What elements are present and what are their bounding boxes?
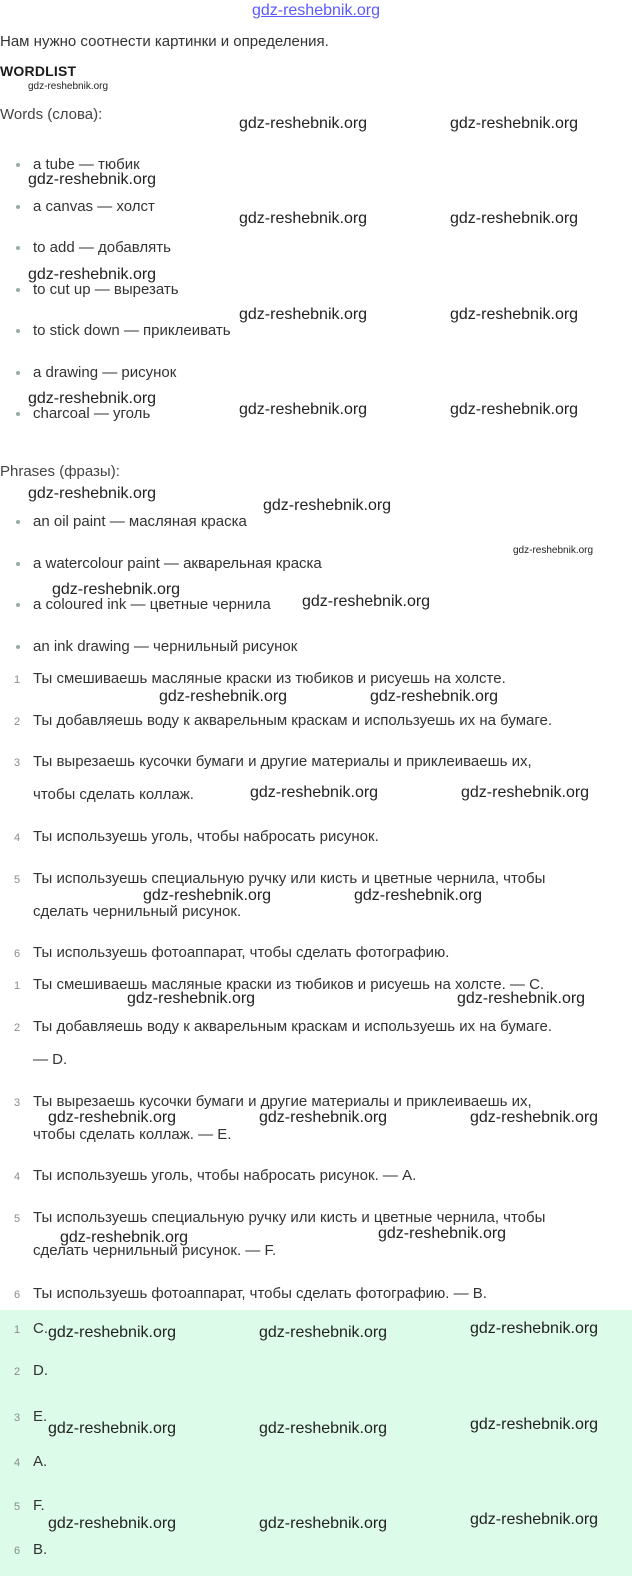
matched-text: Ты используешь фотоаппарат, чтобы сделать фотографию. — B.	[33, 1285, 487, 1302]
matched-number: 4	[14, 1171, 21, 1183]
words-label: Words (слова):	[0, 106, 103, 123]
watermark: gdz-reshebnik.org	[28, 81, 109, 92]
watermark: gdz-reshebnik.org	[461, 784, 590, 801]
watermark: gdz-reshebnik.org	[450, 210, 579, 227]
matched-number: 3	[14, 1097, 21, 1109]
answer-letter: D.	[33, 1362, 48, 1379]
site-link[interactable]: gdz-reshebnik.org	[251, 2, 381, 19]
watermark: gdz-reshebnik.org	[259, 1515, 388, 1532]
bullet-icon	[16, 288, 20, 292]
watermark: gdz-reshebnik.org	[239, 210, 368, 227]
answers-panel	[0, 1310, 632, 1576]
bullet-icon	[16, 246, 20, 250]
watermark: gdz-reshebnik.org	[513, 545, 594, 556]
watermark: gdz-reshebnik.org	[239, 115, 368, 132]
sentence-text: чтобы сделать коллаж.	[33, 786, 194, 803]
answer-letter: B.	[33, 1541, 48, 1558]
bullet-icon	[16, 562, 20, 566]
matched-text: сделать чернильный рисунок. — F.	[33, 1242, 277, 1259]
sentence-text: Ты используешь специальную ручку или кисть и цветные чернила, чтобы	[33, 870, 546, 887]
watermark: gdz-reshebnik.org	[28, 390, 157, 407]
watermark: gdz-reshebnik.org	[259, 1324, 388, 1341]
bullet-icon	[16, 603, 20, 607]
watermark: gdz-reshebnik.org	[48, 1324, 177, 1341]
word-item: charcoal — уголь	[16, 405, 150, 422]
watermark: gdz-reshebnik.org	[250, 784, 379, 801]
sentence-text: Ты используешь уголь, чтобы набросать рисунок.	[33, 828, 379, 845]
watermark: gdz-reshebnik.org	[48, 1109, 177, 1126]
watermark: gdz-reshebnik.org	[259, 1109, 388, 1126]
watermark: gdz-reshebnik.org	[302, 593, 431, 610]
watermark: gdz-reshebnik.org	[263, 497, 392, 514]
word-item: a tube — тюбик	[16, 156, 140, 173]
word-item: a canvas — холст	[16, 198, 155, 215]
answer-letter: F.	[33, 1497, 45, 1514]
matched-text: Ты используешь уголь, чтобы набросать рисунок. — A.	[33, 1167, 417, 1184]
matched-number: 2	[14, 1022, 21, 1034]
sentence-number: 4	[14, 832, 21, 844]
sentence-text: Ты используешь фотоаппарат, чтобы сделать фотографию.	[33, 944, 450, 961]
bullet-icon	[16, 329, 20, 333]
bullet-icon	[16, 205, 20, 209]
answer-number: 4	[14, 1457, 21, 1469]
bullet-icon	[16, 645, 20, 649]
matched-text: Ты добавляешь воду к акварельным краскам и используешь их на бумаге.	[33, 1018, 553, 1035]
watermark: gdz-reshebnik.org	[52, 581, 181, 598]
answer-letter: E.	[33, 1408, 48, 1425]
answer-letter: A.	[33, 1453, 48, 1470]
answer-number: 1	[14, 1324, 21, 1336]
watermark: gdz-reshebnik.org	[354, 887, 483, 904]
word-item: to cut up — вырезать	[16, 281, 179, 298]
sentence-number: 6	[14, 948, 21, 960]
matched-text: Ты вырезаешь кусочки бумаги и другие материалы и приклеиваешь их,	[33, 1093, 532, 1110]
watermark: gdz-reshebnik.org	[450, 401, 579, 418]
bullet-icon	[16, 412, 20, 416]
matched-text: — D.	[33, 1051, 68, 1068]
watermark: gdz-reshebnik.org	[450, 306, 579, 323]
phrases-label: Phrases (фразы):	[0, 463, 120, 480]
watermark: gdz-reshebnik.org	[48, 1420, 177, 1437]
answer-number: 3	[14, 1412, 21, 1424]
watermark: gdz-reshebnik.org	[470, 1511, 599, 1528]
watermark: gdz-reshebnik.org	[457, 990, 586, 1007]
watermark: gdz-reshebnik.org	[470, 1320, 599, 1337]
answer-number: 6	[14, 1545, 21, 1557]
watermark: gdz-reshebnik.org	[370, 688, 499, 705]
matched-text: Ты смешиваешь масляные краски из тюбиков и рисуешь на холсте. — C.	[33, 976, 545, 993]
watermark: gdz-reshebnik.org	[28, 266, 157, 283]
watermark: gdz-reshebnik.org	[239, 401, 368, 418]
watermark: gdz-reshebnik.org	[450, 115, 579, 132]
matched-text: Ты используешь специальную ручку или кисть и цветные чернила, чтобы	[33, 1209, 546, 1226]
bullet-icon	[16, 371, 20, 375]
sentence-text: Ты смешиваешь масляные краски из тюбиков и рисуешь на холсте.	[33, 670, 506, 687]
matched-number: 1	[14, 980, 21, 992]
bullet-icon	[16, 520, 20, 524]
answer-number: 2	[14, 1366, 21, 1378]
sentence-number: 2	[14, 716, 21, 728]
watermark: gdz-reshebnik.org	[28, 171, 157, 188]
sentence-text: Ты вырезаешь кусочки бумаги и другие материалы и приклеиваешь их,	[33, 753, 532, 770]
bullet-icon	[16, 163, 20, 167]
matched-text: чтобы сделать коллаж. — E.	[33, 1126, 232, 1143]
watermark: gdz-reshebnik.org	[259, 1420, 388, 1437]
watermark: gdz-reshebnik.org	[28, 485, 157, 502]
watermark: gdz-reshebnik.org	[378, 1225, 507, 1242]
sentence-number: 1	[14, 674, 21, 686]
wordlist-heading: WORDLIST	[0, 63, 77, 79]
matched-number: 6	[14, 1289, 21, 1301]
sentence-text: сделать чернильный рисунок.	[33, 903, 242, 920]
watermark: gdz-reshebnik.org	[60, 1229, 189, 1246]
watermark: gdz-reshebnik.org	[239, 306, 368, 323]
matched-number: 5	[14, 1213, 21, 1225]
watermark: gdz-reshebnik.org	[143, 887, 272, 904]
word-item: to add — добавлять	[16, 239, 171, 256]
intro-text: Нам нужно соотнести картинки и определения.	[0, 33, 329, 50]
sentence-text: Ты добавляешь воду к акварельным краскам и используешь их на бумаге.	[33, 712, 553, 729]
word-item: to stick down — приклеивать	[16, 322, 231, 339]
phrase-item: a coloured ink — цветные чернила	[16, 596, 271, 613]
word-item: a drawing — рисунок	[16, 364, 176, 381]
phrase-item: an oil paint — масляная краска	[16, 513, 247, 530]
watermark: gdz-reshebnik.org	[159, 688, 288, 705]
watermark: gdz-reshebnik.org	[470, 1416, 599, 1433]
watermark: gdz-reshebnik.org	[48, 1515, 177, 1532]
sentence-number: 3	[14, 757, 21, 769]
phrase-item: a watercolour paint — акварельная краска	[16, 555, 322, 572]
answer-letter: C.	[33, 1320, 48, 1337]
phrase-item: an ink drawing — чернильный рисунок	[16, 638, 297, 655]
sentence-number: 5	[14, 874, 21, 886]
answer-number: 5	[14, 1501, 21, 1513]
watermark: gdz-reshebnik.org	[470, 1109, 599, 1126]
watermark: gdz-reshebnik.org	[127, 990, 256, 1007]
